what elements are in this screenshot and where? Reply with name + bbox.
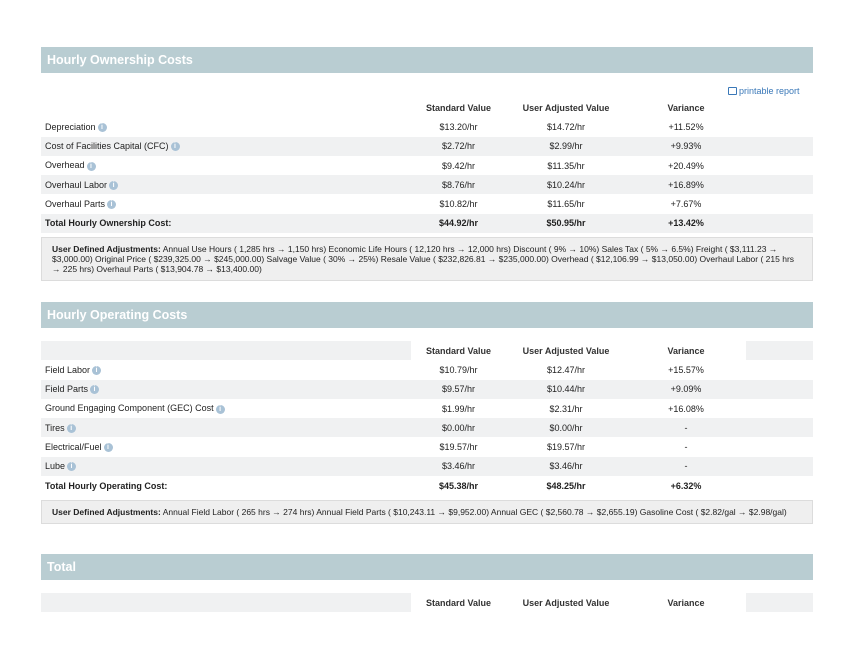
- info-icon[interactable]: i: [171, 142, 180, 151]
- ownership-section-header[interactable]: Hourly Ownership Costs: [41, 47, 813, 73]
- user-adjusted-value: $3.46/hr: [506, 457, 626, 476]
- variance: +20.49%: [668, 160, 704, 171]
- variance: -: [626, 457, 746, 476]
- table-row: [41, 380, 813, 399]
- row-label: [41, 437, 411, 456]
- row-label-text: Overhaul Labor: [45, 179, 108, 190]
- standard-value: $10.82/hr: [439, 199, 478, 210]
- user-adjusted-value: $2.99/hr: [506, 137, 626, 156]
- adjustments-label: User Defined Adjustments:: [52, 244, 161, 254]
- info-icon[interactable]: i: [87, 162, 96, 171]
- user-adjusted-value: $10.44/hr: [506, 380, 626, 399]
- table-row: [41, 457, 813, 476]
- row-label: [41, 418, 411, 437]
- info-icon[interactable]: i: [92, 366, 101, 375]
- total-variance: +6.32%: [670, 480, 702, 491]
- print-icon: [728, 87, 737, 95]
- info-icon[interactable]: i: [67, 462, 76, 471]
- variance: +16.89%: [626, 175, 746, 194]
- header-user-adjusted-value: User Adjusted Value: [522, 345, 610, 356]
- info-icon[interactable]: i: [109, 181, 118, 190]
- row-label: [41, 175, 411, 194]
- header-standard-value: Standard Value: [425, 102, 492, 113]
- variance: -: [684, 442, 688, 453]
- printable-report-label[interactable]: printable report: [739, 86, 800, 96]
- header-standard-value: Standard Value: [425, 345, 492, 356]
- total-row: [41, 214, 813, 233]
- table-row: [41, 117, 813, 136]
- total-variance: +13.42%: [626, 214, 746, 233]
- table-header-row: [41, 341, 813, 360]
- row-label: [41, 457, 411, 476]
- user-adjusted-value: $2.31/hr: [549, 403, 583, 414]
- info-icon[interactable]: i: [104, 443, 113, 452]
- total-standard-value: $44.92/hr: [411, 214, 506, 233]
- standard-value: $2.72/hr: [411, 137, 506, 156]
- standard-value: $3.46/hr: [411, 457, 506, 476]
- table-header-row: [41, 593, 813, 612]
- total-table: [41, 593, 813, 612]
- standard-value: $0.00/hr: [411, 418, 506, 437]
- adjustments-text: Annual Field Labor ( 265 hrs → 274 hrs) Annual Field Parts ( $10,243.11 → $9,952.00) Annual GEC ( $2,560.78 → $2,655.19) Gasoline Cost ( $2.82/gal → $2.98/gal): [160, 507, 787, 517]
- standard-value: $1.99/hr: [441, 403, 476, 414]
- total-standard-value: $45.38/hr: [438, 480, 479, 491]
- standard-value: $9.42/hr: [441, 160, 476, 171]
- info-icon[interactable]: i: [90, 385, 99, 394]
- row-label-text: Ground Engaging Component (GEC) Cost: [45, 403, 214, 414]
- total-user-adjusted-value: $50.95/hr: [506, 214, 626, 233]
- total-row: [41, 476, 813, 495]
- standard-value: $13.20/hr: [439, 121, 478, 132]
- adjustments-label: User Defined Adjustments:: [52, 507, 161, 517]
- table-row: [41, 418, 813, 437]
- ownership-table: [41, 98, 813, 233]
- user-adjusted-value: $10.24/hr: [506, 175, 626, 194]
- table-row: [41, 399, 813, 418]
- table-row: [41, 194, 813, 213]
- user-adjusted-value: $14.72/hr: [546, 121, 586, 132]
- variance: +9.93%: [626, 137, 746, 156]
- row-label-text: Field Parts: [45, 384, 89, 395]
- row-label-text: Overhead: [45, 160, 85, 171]
- table-row: [41, 360, 813, 379]
- header-user-adjusted-value: User Adjusted Value: [522, 102, 610, 113]
- user-adjusted-value: $12.47/hr: [546, 364, 586, 375]
- operating-table: [41, 341, 813, 495]
- standard-value: $8.76/hr: [411, 175, 506, 194]
- variance: +9.09%: [626, 380, 746, 399]
- row-label: [41, 380, 411, 399]
- user-adjusted-value: $0.00/hr: [506, 418, 626, 437]
- row-label-text: Cost of Facilities Capital (CFC): [45, 141, 169, 152]
- printable-report-link[interactable]: [728, 86, 813, 96]
- table-row: [41, 137, 813, 156]
- info-icon[interactable]: i: [107, 200, 116, 209]
- row-label: [41, 194, 411, 213]
- user-adjusted-value: $11.65/hr: [547, 199, 585, 210]
- adjustments-text: Annual Use Hours ( 1,285 hrs → 1,150 hrs) Economic Life Hours ( 12,120 hrs → 12,000 hrs) Discount ( 9% → 10%) Sales Tax ( 5% → 6.5%) Freight ( $3,111.23 → $3,000.00) Original Price ( $239,325.00 → $245,000.00) Salvage Value ( 30% → 25%) Resale Value ( $232,826.81 → $235,000.00) Overhead ( $12,106.99 → $13,050.00) Overhaul Labor ( 215 hrs → 225 hrs) Overhaul Parts ( $13,904.78 → $13,400.00): [52, 244, 795, 274]
- table-row: [41, 156, 813, 175]
- row-label: [41, 399, 411, 418]
- standard-value: $19.57/hr: [439, 442, 478, 453]
- row-label-text: Overhaul Parts: [45, 199, 106, 210]
- operating-user-adjustments: [41, 500, 813, 524]
- variance: +11.52%: [668, 121, 704, 132]
- total-section-header[interactable]: Total: [41, 554, 813, 580]
- total-label: Total Hourly Ownership Cost:: [41, 214, 411, 233]
- standard-value: $10.79/hr: [439, 364, 478, 375]
- standard-value: $9.57/hr: [411, 380, 506, 399]
- row-label-text: Field Labor: [45, 364, 91, 375]
- table-row: [41, 175, 813, 194]
- row-label-text: Lube: [45, 461, 66, 472]
- total-user-adjusted-value: $48.25/hr: [546, 480, 586, 491]
- row-label: [41, 137, 411, 156]
- row-label-text: Tires: [45, 422, 65, 433]
- info-icon[interactable]: i: [98, 123, 107, 132]
- operating-section-header[interactable]: Hourly Operating Costs: [41, 302, 813, 328]
- total-label: Total Hourly Operating Cost:: [45, 480, 168, 491]
- ownership-user-adjustments: [41, 237, 813, 281]
- info-icon[interactable]: i: [216, 405, 225, 414]
- header-variance: Variance: [667, 102, 705, 113]
- variance: -: [626, 418, 746, 437]
- header-variance: Variance: [667, 597, 705, 608]
- variance: +7.67%: [670, 199, 702, 210]
- user-adjusted-value: $19.57/hr: [546, 442, 586, 453]
- variance: +15.57%: [668, 364, 704, 375]
- row-label-text: Electrical/Fuel: [45, 442, 102, 453]
- header-standard-value: Standard Value: [425, 597, 492, 608]
- row-label-text: Depreciation: [45, 121, 96, 132]
- user-adjusted-value: $11.35/hr: [547, 160, 585, 171]
- table-row: [41, 437, 813, 456]
- row-label: [41, 360, 411, 379]
- header-variance: Variance: [667, 345, 705, 356]
- info-icon[interactable]: i: [67, 424, 76, 433]
- table-header-row: [41, 98, 813, 117]
- header-user-adjusted-value: User Adjusted Value: [522, 597, 610, 608]
- row-label: [41, 156, 411, 175]
- row-label: [41, 117, 411, 136]
- variance: +16.08%: [668, 403, 704, 414]
